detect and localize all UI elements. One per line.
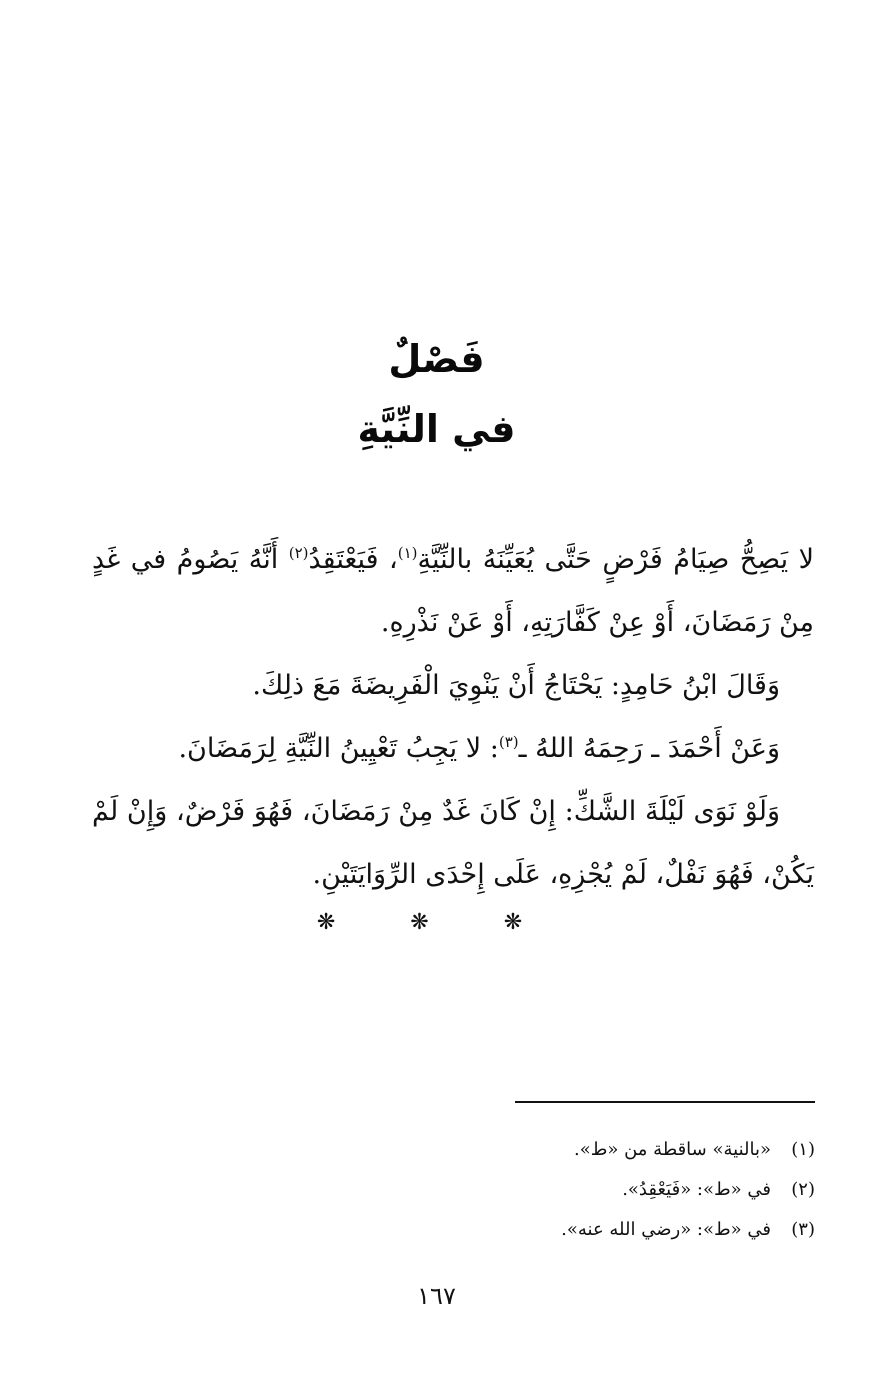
chapter-subtitle: في النِّيَّةِ (357, 407, 516, 451)
footnote-number: (٣) (791, 1219, 815, 1240)
footnote-ref-2: (٢) (288, 544, 309, 562)
paragraph-4: وَلَوْ نَوَى لَيْلَةَ الشَّكِّ: إِنْ كَانَ غَدٌ مِنْ رَمَضَانَ، فَهُوَ فَرْضٌ، وَإِنْ لَمْ يَكُنْ، فَهُوَ نَفْلٌ، لَمْ يُجْزِهِ، عَلَى إِحْدَى الرِّوَايَتَيْنِ. (92, 796, 814, 890)
footnote-text: في «ط»: «فَيَعْقِدُ». (622, 1179, 771, 1200)
paragraph-3 (92, 717, 814, 780)
footnote-ref-1: (١) (397, 544, 418, 562)
paragraph-1 (92, 528, 814, 654)
footnote-text: في «ط»: «رضي الله عنه». (561, 1219, 771, 1240)
paragraph-1-part1: لا يَصِحُّ صِيَامُ فَرْضٍ حَتَّى يُعَيِّنَهُ بالنِّيَّةِ (417, 544, 814, 575)
footnotes (415, 1130, 815, 1250)
footnote-number: (١) (791, 1139, 815, 1160)
footnote-2 (415, 1170, 815, 1210)
chapter-heading: فَصْلٌ (388, 337, 485, 381)
section-separator: ❋ ❋ ❋ (316, 910, 557, 935)
paragraph-3-part2: : لا يَجِبُ تَعْيِينُ النِّيَّةِ لِرَمَضَانَ. (178, 733, 499, 764)
footnote-ref-3: (٣) (498, 733, 519, 751)
footnote-divider (515, 1101, 815, 1103)
paragraph-1-part3: أَنَّهُ يَصُومُ في غَدٍ مِنْ رَمَضَانَ، أَوْ عِنْ كَفَّارَتِهِ، أَوْ عَنْ نَذْرِهِ. (92, 544, 814, 638)
paragraph-2: وَقَالَ ابْنُ حَامِدٍ: يَحْتَاجُ أَنْ يَنْوِيَ الْفَرِيضَةَ مَعَ ذلِكَ. (252, 670, 780, 701)
main-text (92, 528, 814, 906)
page-number: ١٦٧ (417, 1282, 456, 1310)
footnote-text: «بالنية» ساقطة من «ط». (573, 1139, 771, 1160)
paragraph-3-part1: وَعَنْ أَحْمَدَ ـ رَحِمَهُ اللهُ ـ (518, 733, 780, 764)
paragraph-1-part2: ، فَيَعْتَقِدُ (308, 544, 398, 575)
footnote-1 (415, 1130, 815, 1170)
footnote-number: (٢) (791, 1179, 815, 1200)
footnote-3 (415, 1210, 815, 1250)
